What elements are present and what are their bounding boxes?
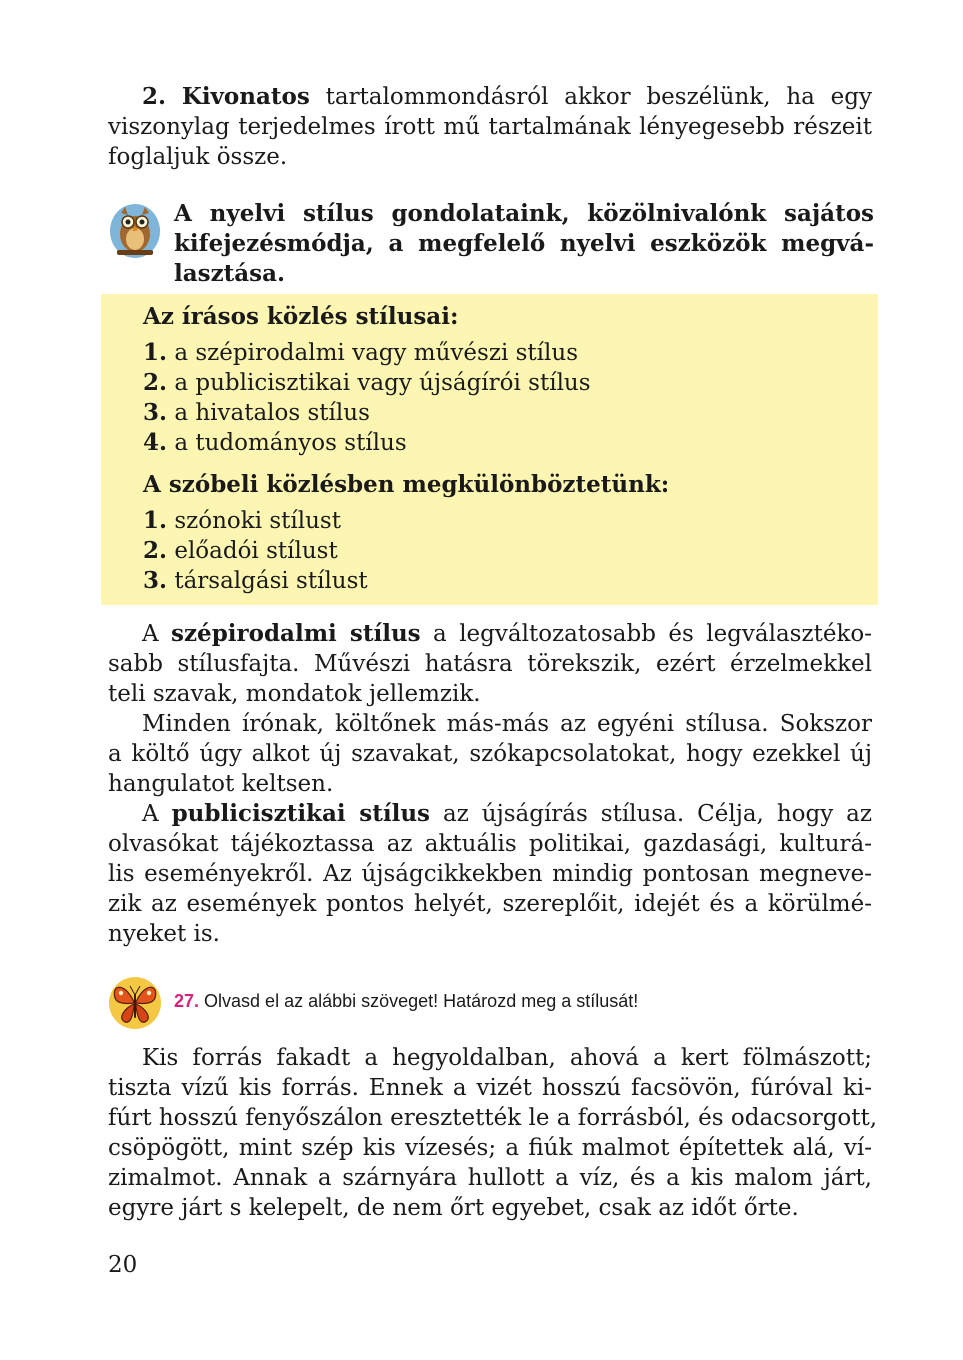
text-run: a legváltozatosabb és legválasztéko- (420, 621, 873, 647)
literary-style-term: szépirodalmi stílus (171, 620, 421, 647)
item-number: 3. (143, 399, 168, 426)
definition-line-3: lasztása. (174, 260, 286, 287)
butterfly-icon (107, 976, 163, 1030)
writers-line-1: Minden írónak, költőnek más-más az egyéni stílusa. Sokszor (142, 711, 872, 737)
written-style-item (143, 398, 370, 428)
journalistic-line-2: olvasókat tájékoztassa az aktuális politikai, gazdasági, kulturá- (108, 831, 872, 857)
literary-style-paragraph (108, 619, 872, 709)
journalistic-line-3: lis eseményekről. Az újságcikkekben mindig pontosan megneve- (108, 861, 872, 887)
item-number: 2. (143, 369, 168, 396)
intro-number: 2. (142, 83, 167, 110)
journalistic-style-term: publicisztikai stílus (171, 800, 431, 827)
written-style-item (143, 338, 578, 368)
item-number: 2. (143, 537, 168, 564)
excerpt-line-6: egyre járt s kelepelt, de nem őrt egyebet, csak az időt őrte. (108, 1195, 799, 1221)
journalistic-line-4: zik az események pontos helyét, szereplőit, idejét és a körülmé- (108, 891, 872, 917)
item-text: előadói stílust (167, 538, 338, 564)
item-number: 4. (143, 429, 168, 456)
item-text: a hivatalos stílus (167, 400, 370, 426)
item-text: a publicisztikai vagy újságírói stílus (167, 370, 591, 396)
intro-line-3: foglaljuk össze. (108, 144, 288, 170)
excerpt-line-3: fúrt hosszú fenyőszálon eresztették le a forrásból, és odacsorgott, (108, 1105, 878, 1131)
definition-line-2: kifejezésmódja, a megfelelő nyelvi eszközök megvá- (174, 230, 874, 257)
item-text: a tudományos stílus (167, 430, 407, 456)
excerpt-paragraph (108, 1043, 878, 1223)
item-text: szónoki stílust (167, 508, 341, 534)
task-number: 27. (174, 991, 200, 1011)
written-style-item (143, 368, 591, 398)
owl-icon (107, 198, 163, 260)
text-run: A (142, 621, 172, 647)
item-text: a szépirodalmi vagy művészi stílus (167, 340, 578, 366)
literary-line-2: sabb stílusfajta. Művészi hatásra törekszik, ezért érzelmekkel (108, 651, 872, 677)
item-number: 3. (143, 567, 168, 594)
task-instruction (174, 989, 638, 1013)
excerpt-line-4: csöpögött, mint szép kis vízesés; a fiúk malmot építettek alá, ví- (108, 1135, 872, 1161)
written-style-item (143, 428, 407, 458)
journalistic-style-paragraph (108, 799, 872, 949)
oral-styles-heading: A szóbeli közlésben megkülönböztetünk: (143, 471, 670, 498)
intro-paragraph (108, 82, 872, 172)
page-number: 20 (108, 1252, 138, 1278)
excerpt-line-1: Kis forrás fakadt a hegyoldalban, ahová a kert fölmászott; (142, 1045, 872, 1071)
style-definition (174, 199, 874, 289)
writers-line-3: hangulatot keltsen. (108, 771, 334, 797)
intro-term: Kivonatos (181, 83, 310, 110)
intro-line-1: tartalommondásról akkor beszélünk, ha egy (309, 84, 873, 110)
excerpt-line-2: tiszta vízű kis forrás. Ennek a vizét hosszú facsövön, fúróval ki- (108, 1075, 872, 1101)
item-number: 1. (143, 507, 168, 534)
item-text: társalgási stílust (167, 568, 368, 594)
intro-line-2: viszonylag terjedelmes írott mű tartalmának lényegesebb részeit (108, 114, 872, 140)
definition-line-1: A nyelvi stílus gondolataink, közölnivalónk sajátos (174, 200, 874, 227)
oral-style-item (143, 566, 368, 596)
writers-line-2: a költő úgy alkot új szavakat, szókapcsolatokat, hogy ezekkel új (108, 741, 872, 767)
oral-style-item (143, 506, 341, 536)
task-text: Olvasd el az alábbi szöveget! Határozd meg a stílusát! (199, 991, 639, 1011)
text-run: A (142, 801, 172, 827)
writers-paragraph (108, 709, 872, 799)
item-number: 1. (143, 339, 168, 366)
literary-line-3: teli szavak, mondatok jellemzik. (108, 681, 481, 707)
journalistic-line-5: nyeket is. (108, 921, 220, 947)
oral-style-item (143, 536, 338, 566)
written-styles-heading: Az írásos közlés stílusai: (143, 303, 459, 330)
excerpt-line-5: zimalmot. Annak a szárnyára hullott a víz, és a kis malom járt, (108, 1165, 872, 1191)
text-run: az újságírás stílusa. Célja, hogy az (430, 801, 872, 827)
